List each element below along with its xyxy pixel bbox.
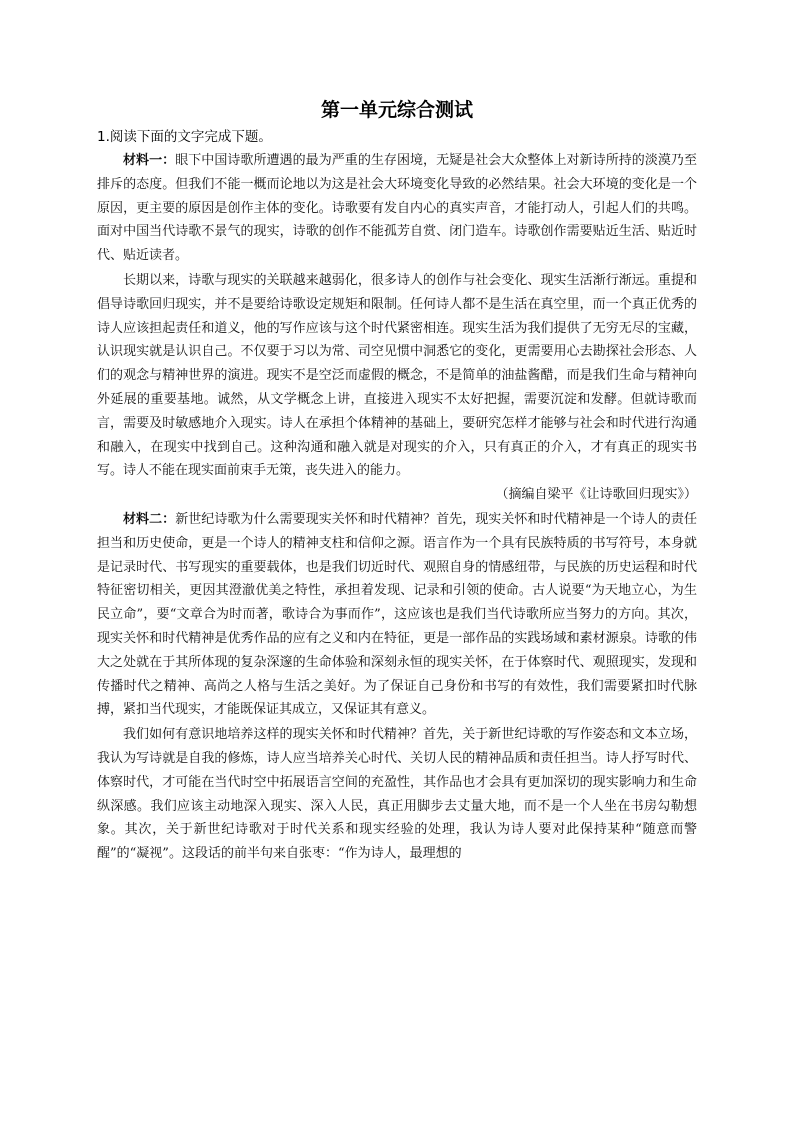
material-one-paragraph-1 <box>97 149 697 268</box>
material-two-paragraph-2: 我们如何有意识地培养这样的现实关怀和时代精神？首先，关于新世纪诗歌的写作姿态和文本立场，我认为写诗就是自我的修炼，诗人应当培养关心时代、关切人民的精神品质和责任担当。诗人抒写时代、体察时代，才可能在当代时空中拓展语言空间的充盈性，其作品也才会具有更加深切的现实影响力和生命纵深感。我们应该主动地深入现实、深入人民，真正用脚步去丈量大地，而不是一个人坐在书房勾勒想象。其次，关于新世纪诗歌对于时代关系和现实经验的处理，我认为诗人要对此保持某种“随意而警醒”的“凝视”。这段话的前半句来自张枣：“作为诗人，最理想的 <box>97 727 697 862</box>
reading-passage <box>97 149 697 866</box>
question-prompt: 1.阅读下面的文字完成下题。 <box>97 129 272 145</box>
material-two-label: 材料二： <box>123 511 176 527</box>
material-one-paragraph-2: 长期以来，诗歌与现实的关联越来越弱化，很多诗人的创作与社会变化、现实生活渐行渐远。重提和倡导诗歌回归现实，并不是要给诗歌设定规矩和限制。任何诗人都不是生活在真空里，而一个真正优秀的诗人应该担起责任和道义，他的写作应该与这个时代紧密相连。现实生活为我们提供了无穷无尽的宝藏，认识现实就是认识自己。不仅要于习以为常、司空见惯中洞悉它的变化，更需要用心去勘探社会形态、人们的观念与精神世界的演进。现实不是空泛而虚假的概念，不是简单的油盐酱醋，而是我们生命与精神向外延展的重要基地。诚然，从文学概念上讲，直接进入现实不太好把握，需要沉淀和发酵。但就诗歌而言，需要及时敏感地介入现实。诗人在承担个体精神的基础上，要研究怎样才能够与社会和时代进行沟通和融入，在现实中找到自己。这种沟通和融入就是对现实的介入，只有真正的介入，才有真正的现实书写。诗人不能在现实面前束手无策，丧失进入的能力。 <box>97 272 697 479</box>
material-two-text-1: 新世纪诗歌为什么需要现实关怀和时代精神？首先，现实关怀和时代精神是一个诗人的责任担当和历史使命，更是一个诗人的精神支柱和信仰之源。语言作为一个具有民族特质的书写符号，本身就是记录时代、书写现实的重要载体，也是我们切近时代、观照自身的情感纽带，与民族的历史运程和时代特征密切相关，更因其澄澈优美之特性，承担着发现、记录和引领的使命。古人说要“为天地立心，为生民立命”，要“文章合为时而著，歌诗合为事而作”，这应该也是我们当代诗歌所应当努力的方向。其次，现实关怀和时代精神是优秀作品的应有之义和内在特征，更是一部作品的实践场域和素材源泉。诗歌的伟大之处就在于其所体现的复杂深邃的生命体验和深刻永恒的现实关怀，在于体察时代、观照现实，发现和传播时代之精神、高尚之人格与生活之美好。为了保证自己身份和书写的有效性，我们需要紧扣时代脉搏，紧扣当代现实，才能既保证其成立，又保证其有意义。 <box>97 511 697 718</box>
material-one-text-1: 眼下中国诗歌所遭遇的最为严重的生存困境，无疑是社会大众整体上对新诗所持的淡漠乃至排斥的态度。但我们不能一概而论地以为这是社会大环境变化导致的必然结果。社会大环境的变化是一个原因，更主要的原因是创作主体的变化。诗歌要有发自内心的真实声音，才能打动人，引起人们的共鸣。面对中国当代诗歌不景气的现实，诗歌的创作不能孤芳自赏、闭门造车。诗歌创作需要贴近生活、贴近时代、贴近读者。 <box>97 153 697 264</box>
page-title: 第一单元综合测试 <box>320 99 473 121</box>
material-two-paragraph-1 <box>97 508 697 722</box>
material-one-source: （摘编自梁平《让诗歌回归现实》） <box>495 487 697 503</box>
material-one-label: 材料一： <box>123 153 176 168</box>
